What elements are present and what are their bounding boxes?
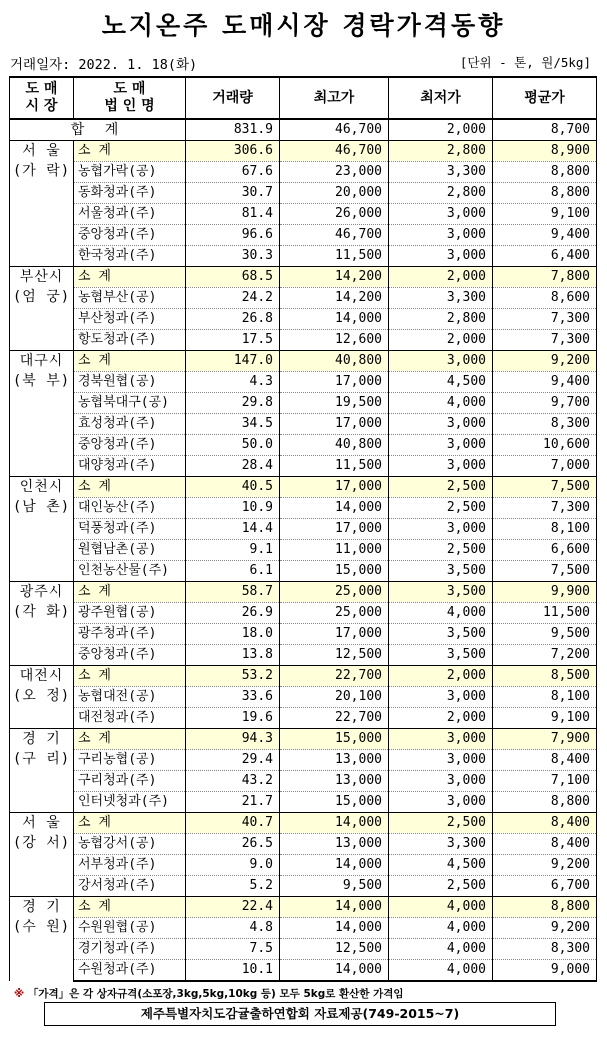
min-price-cell: 2,500 (389, 498, 493, 519)
min-price-cell: 3,500 (389, 624, 493, 645)
market-name: 광주시 (19, 584, 64, 600)
corp-name: 소 계 (74, 813, 186, 834)
table-row (10, 372, 597, 393)
volume-cell: 29.8 (186, 393, 280, 414)
market-name: 경 기 (22, 899, 61, 915)
corp-name: 농협강서(공) (74, 834, 186, 855)
max-price-cell: 13,000 (280, 750, 389, 771)
subtotal-row (10, 351, 597, 372)
market-name: 대구시 (19, 353, 64, 369)
header-min: 최저가 (389, 77, 493, 119)
corp-name: 소 계 (74, 582, 186, 603)
min-price-cell: 3,000 (389, 750, 493, 771)
total-volume: 831.9 (186, 119, 280, 141)
volume-cell: 33.6 (186, 687, 280, 708)
volume-cell: 24.2 (186, 288, 280, 309)
header-max: 최고가 (280, 77, 389, 119)
avg-price-cell: 8,100 (493, 519, 597, 540)
max-price-cell: 14,000 (280, 960, 389, 982)
corp-name: 서울청과(주) (74, 204, 186, 225)
volume-cell: 96.6 (186, 225, 280, 246)
corp-name: 광주청과(주) (74, 624, 186, 645)
table-row (10, 204, 597, 225)
max-price-cell: 20,000 (280, 183, 389, 204)
avg-price-cell: 8,100 (493, 687, 597, 708)
corp-name: 광주원협(공) (74, 603, 186, 624)
min-price-cell: 2,000 (389, 666, 493, 687)
corp-name: 원협남촌(공) (74, 540, 186, 561)
max-price-cell: 25,000 (280, 603, 389, 624)
volume-cell: 4.3 (186, 372, 280, 393)
total-row (10, 119, 597, 141)
volume-cell: 9.0 (186, 855, 280, 876)
min-price-cell: 3,000 (389, 456, 493, 477)
avg-price-cell: 9,000 (493, 960, 597, 982)
max-price-cell: 17,000 (280, 414, 389, 435)
avg-price-cell: 9,400 (493, 372, 597, 393)
avg-price-cell: 8,800 (493, 183, 597, 204)
table-row (10, 330, 597, 351)
min-price-cell: 3,300 (389, 834, 493, 855)
market-cell (10, 666, 74, 729)
max-price-cell: 23,000 (280, 162, 389, 183)
volume-cell: 26.5 (186, 834, 280, 855)
avg-price-cell: 7,200 (493, 645, 597, 666)
table-row (10, 309, 597, 330)
volume-cell: 40.5 (186, 477, 280, 498)
table-row (10, 498, 597, 519)
market-name: 서 울 (22, 143, 61, 159)
market-name: 인천시 (19, 479, 64, 495)
max-price-cell: 15,000 (280, 729, 389, 750)
min-price-cell: 3,000 (389, 246, 493, 267)
total-max: 46,700 (280, 119, 389, 141)
volume-cell: 50.0 (186, 435, 280, 456)
market-name: (각 화) (12, 604, 71, 620)
max-price-cell: 17,000 (280, 624, 389, 645)
avg-price-cell: 9,100 (493, 708, 597, 729)
avg-price-cell: 8,400 (493, 834, 597, 855)
corp-name: 수원청과(주) (74, 960, 186, 982)
max-price-cell: 14,000 (280, 309, 389, 330)
table-row (10, 162, 597, 183)
max-price-cell: 14,000 (280, 498, 389, 519)
max-price-cell: 13,000 (280, 771, 389, 792)
max-price-cell: 14,000 (280, 813, 389, 834)
corp-name: 경기청과(주) (74, 939, 186, 960)
volume-cell: 17.5 (186, 330, 280, 351)
corp-name: 덕풍청과(주) (74, 519, 186, 540)
avg-price-cell: 8,300 (493, 414, 597, 435)
corp-name: 구리청과(주) (74, 771, 186, 792)
corp-name: 대전청과(주) (74, 708, 186, 729)
volume-cell: 19.6 (186, 708, 280, 729)
avg-price-cell: 8,500 (493, 666, 597, 687)
volume-cell: 21.7 (186, 792, 280, 813)
avg-price-cell: 7,300 (493, 309, 597, 330)
corp-name: 농협대전(공) (74, 687, 186, 708)
max-price-cell: 19,500 (280, 393, 389, 414)
max-price-cell: 22,700 (280, 666, 389, 687)
min-price-cell: 4,000 (389, 393, 493, 414)
max-price-cell: 11,000 (280, 540, 389, 561)
table-row (10, 246, 597, 267)
subtotal-row (10, 897, 597, 918)
min-price-cell: 4,000 (389, 918, 493, 939)
volume-cell: 306.6 (186, 141, 280, 162)
market-cell (10, 477, 74, 582)
min-price-cell: 4,000 (389, 960, 493, 982)
max-price-cell: 26,000 (280, 204, 389, 225)
min-price-cell: 4,000 (389, 939, 493, 960)
volume-cell: 22.4 (186, 897, 280, 918)
subtotal-row (10, 141, 597, 162)
max-price-cell: 13,000 (280, 834, 389, 855)
avg-price-cell: 9,900 (493, 582, 597, 603)
header-row (10, 77, 597, 119)
volume-cell: 6.1 (186, 561, 280, 582)
max-price-cell: 40,800 (280, 435, 389, 456)
total-avg: 8,700 (493, 119, 597, 141)
market-name: (오 정) (12, 688, 71, 704)
avg-price-cell: 7,300 (493, 330, 597, 351)
max-price-cell: 15,000 (280, 561, 389, 582)
max-price-cell: 17,000 (280, 372, 389, 393)
corp-name: 대인농산(주) (74, 498, 186, 519)
min-price-cell: 2,500 (389, 540, 493, 561)
avg-price-cell: 8,300 (493, 939, 597, 960)
avg-price-cell: 9,700 (493, 393, 597, 414)
avg-price-cell: 7,900 (493, 729, 597, 750)
corp-name: 소 계 (74, 729, 186, 750)
volume-cell: 67.6 (186, 162, 280, 183)
max-price-cell: 22,700 (280, 708, 389, 729)
table-row (10, 561, 597, 582)
min-price-cell: 3,500 (389, 561, 493, 582)
min-price-cell: 2,000 (389, 708, 493, 729)
market-name: 대전시 (19, 668, 64, 684)
market-cell (10, 729, 74, 813)
min-price-cell: 4,500 (389, 372, 493, 393)
corp-name: 소 계 (74, 351, 186, 372)
volume-cell: 43.2 (186, 771, 280, 792)
market-name: (가 락) (12, 163, 71, 179)
corp-name: 효성청과(주) (74, 414, 186, 435)
volume-cell: 4.8 (186, 918, 280, 939)
volume-cell: 40.7 (186, 813, 280, 834)
total-label: 합 계 (10, 119, 186, 141)
volume-cell: 13.8 (186, 645, 280, 666)
volume-cell: 81.4 (186, 204, 280, 225)
volume-cell: 26.9 (186, 603, 280, 624)
table-row (10, 645, 597, 666)
corp-name: 소 계 (74, 477, 186, 498)
trade-date: 거래일자: 2022. 1. 18(화) (10, 57, 198, 73)
min-price-cell: 3,500 (389, 645, 493, 666)
subtotal-row (10, 477, 597, 498)
avg-price-cell: 8,600 (493, 288, 597, 309)
volume-cell: 29.4 (186, 750, 280, 771)
corp-name: 인터넷청과(주) (74, 792, 186, 813)
market-name: (강 서) (12, 835, 71, 851)
market-name: (북 부) (12, 373, 71, 389)
volume-cell: 5.2 (186, 876, 280, 897)
table-row (10, 708, 597, 729)
market-name: (남 촌) (12, 499, 71, 515)
subtotal-row (10, 813, 597, 834)
unit-label: [단위 - 톤, 원/5kg] (459, 55, 591, 70)
avg-price-cell: 9,400 (493, 225, 597, 246)
volume-cell: 68.5 (186, 267, 280, 288)
max-price-cell: 14,000 (280, 897, 389, 918)
avg-price-cell: 9,100 (493, 204, 597, 225)
max-price-cell: 17,000 (280, 477, 389, 498)
max-price-cell: 46,700 (280, 141, 389, 162)
min-price-cell: 2,800 (389, 183, 493, 204)
table-row (10, 414, 597, 435)
min-price-cell: 3,300 (389, 288, 493, 309)
subtotal-row (10, 729, 597, 750)
min-price-cell: 4,000 (389, 897, 493, 918)
avg-price-cell: 10,600 (493, 435, 597, 456)
subtotal-row (10, 582, 597, 603)
page-title: 노지온주 도매시장 경락가격동향 (101, 11, 506, 40)
avg-price-cell: 6,400 (493, 246, 597, 267)
avg-price-cell: 9,200 (493, 918, 597, 939)
min-price-cell: 3,000 (389, 435, 493, 456)
corp-name: 대양청과(주) (74, 456, 186, 477)
header-volume: 거래량 (186, 77, 280, 119)
volume-cell: 18.0 (186, 624, 280, 645)
market-name: (수 원) (12, 919, 71, 935)
corp-name: 농협가락(공) (74, 162, 186, 183)
table-row (10, 750, 597, 771)
table-row (10, 918, 597, 939)
volume-cell: 28.4 (186, 456, 280, 477)
min-price-cell: 2,500 (389, 477, 493, 498)
corp-name: 서부청과(주) (74, 855, 186, 876)
min-price-cell: 3,000 (389, 414, 493, 435)
avg-price-cell: 7,800 (493, 267, 597, 288)
min-price-cell: 2,500 (389, 813, 493, 834)
min-price-cell: 4,500 (389, 855, 493, 876)
corp-name: 중앙청과(주) (74, 225, 186, 246)
table-row (10, 225, 597, 246)
min-price-cell: 3,300 (389, 162, 493, 183)
max-price-cell: 25,000 (280, 582, 389, 603)
avg-price-cell: 8,900 (493, 141, 597, 162)
min-price-cell: 3,000 (389, 519, 493, 540)
max-price-cell: 14,000 (280, 918, 389, 939)
max-price-cell: 46,700 (280, 225, 389, 246)
market-cell (10, 813, 74, 897)
min-price-cell: 3,500 (389, 582, 493, 603)
max-price-cell: 14,000 (280, 855, 389, 876)
min-price-cell: 3,000 (389, 687, 493, 708)
market-cell (10, 351, 74, 477)
subtotal-row (10, 666, 597, 687)
max-price-cell: 12,600 (280, 330, 389, 351)
volume-cell: 53.2 (186, 666, 280, 687)
table-row (10, 540, 597, 561)
avg-price-cell: 6,600 (493, 540, 597, 561)
table-row (10, 288, 597, 309)
avg-price-cell: 8,800 (493, 792, 597, 813)
avg-price-cell: 9,500 (493, 624, 597, 645)
corp-name: 항도청과(주) (74, 330, 186, 351)
table-row (10, 624, 597, 645)
avg-price-cell: 7,500 (493, 477, 597, 498)
volume-cell: 34.5 (186, 414, 280, 435)
table-row (10, 393, 597, 414)
header-corp: 도 매 법 인 명 (74, 77, 186, 119)
corp-name: 소 계 (74, 267, 186, 288)
max-price-cell: 40,800 (280, 351, 389, 372)
min-price-cell: 3,000 (389, 771, 493, 792)
max-price-cell: 20,100 (280, 687, 389, 708)
avg-price-cell: 6,700 (493, 876, 597, 897)
note-text: 「가격」은 각 상자규격(소포장,3kg,5kg,10kg 등) 모두 5kg로 환산한 가격임 (27, 988, 404, 1000)
min-price-cell: 2,000 (389, 267, 493, 288)
min-price-cell: 4,000 (389, 603, 493, 624)
volume-cell: 9.1 (186, 540, 280, 561)
avg-price-cell: 7,000 (493, 456, 597, 477)
table-row (10, 939, 597, 960)
corp-name: 부산청과(주) (74, 309, 186, 330)
volume-cell: 147.0 (186, 351, 280, 372)
max-price-cell: 14,200 (280, 288, 389, 309)
max-price-cell: 9,500 (280, 876, 389, 897)
table-row (10, 960, 597, 982)
corp-name: 인천농산물(주) (74, 561, 186, 582)
min-price-cell: 3,000 (389, 225, 493, 246)
min-price-cell: 3,000 (389, 729, 493, 750)
min-price-cell: 2,800 (389, 141, 493, 162)
table-row (10, 183, 597, 204)
volume-cell: 30.3 (186, 246, 280, 267)
corp-name: 중앙청과(주) (74, 435, 186, 456)
avg-price-cell: 8,400 (493, 750, 597, 771)
min-price-cell: 2,800 (389, 309, 493, 330)
source-credit: 제주특별자치도감귤출하연합회 자료제공(749-2015~7) (44, 1002, 556, 1026)
volume-cell: 94.3 (186, 729, 280, 750)
avg-price-cell: 7,500 (493, 561, 597, 582)
market-name: (구 리) (12, 751, 71, 767)
volume-cell: 14.4 (186, 519, 280, 540)
table-row (10, 834, 597, 855)
avg-price-cell: 11,500 (493, 603, 597, 624)
min-price-cell: 3,000 (389, 204, 493, 225)
table-row (10, 456, 597, 477)
market-cell (10, 267, 74, 351)
volume-cell: 10.1 (186, 960, 280, 982)
table-row (10, 435, 597, 456)
volume-cell: 58.7 (186, 582, 280, 603)
corp-name: 경북원협(공) (74, 372, 186, 393)
max-price-cell: 14,200 (280, 267, 389, 288)
corp-name: 수원원협(공) (74, 918, 186, 939)
corp-name: 한국청과(주) (74, 246, 186, 267)
header-avg: 평균가 (493, 77, 597, 119)
market-cell (10, 141, 74, 267)
corp-name: 소 계 (74, 666, 186, 687)
price-table (9, 76, 597, 982)
table-row (10, 792, 597, 813)
min-price-cell: 3,000 (389, 792, 493, 813)
market-name: 서 울 (22, 815, 61, 831)
volume-cell: 7.5 (186, 939, 280, 960)
subtotal-row (10, 267, 597, 288)
volume-cell: 26.8 (186, 309, 280, 330)
corp-name: 농협북대구(공) (74, 393, 186, 414)
avg-price-cell: 7,100 (493, 771, 597, 792)
note-mark: ※ (14, 988, 25, 1000)
corp-name: 중앙청과(주) (74, 645, 186, 666)
market-cell (10, 897, 74, 982)
market-name: 부산시 (19, 269, 64, 285)
avg-price-cell: 7,300 (493, 498, 597, 519)
market-name: 경 기 (22, 731, 61, 747)
corp-name: 구리농협(공) (74, 750, 186, 771)
avg-price-cell: 8,800 (493, 162, 597, 183)
max-price-cell: 12,500 (280, 939, 389, 960)
corp-name: 강서청과(주) (74, 876, 186, 897)
table-row (10, 855, 597, 876)
max-price-cell: 11,500 (280, 246, 389, 267)
table-row (10, 771, 597, 792)
total-min: 2,000 (389, 119, 493, 141)
volume-cell: 10.9 (186, 498, 280, 519)
max-price-cell: 12,500 (280, 645, 389, 666)
header-market: 도 매 시 장 (10, 77, 74, 119)
max-price-cell: 17,000 (280, 519, 389, 540)
price-note (14, 986, 404, 1001)
market-cell (10, 582, 74, 666)
min-price-cell: 2,500 (389, 876, 493, 897)
avg-price-cell: 8,400 (493, 813, 597, 834)
corp-name: 소 계 (74, 897, 186, 918)
min-price-cell: 2,000 (389, 330, 493, 351)
corp-name: 동화청과(주) (74, 183, 186, 204)
max-price-cell: 15,000 (280, 792, 389, 813)
table-row (10, 603, 597, 624)
corp-name: 소 계 (74, 141, 186, 162)
max-price-cell: 11,500 (280, 456, 389, 477)
avg-price-cell: 8,800 (493, 897, 597, 918)
table-row (10, 876, 597, 897)
volume-cell: 30.7 (186, 183, 280, 204)
table-row (10, 519, 597, 540)
corp-name: 농협부산(공) (74, 288, 186, 309)
table-row (10, 687, 597, 708)
avg-price-cell: 9,200 (493, 855, 597, 876)
min-price-cell: 3,000 (389, 351, 493, 372)
avg-price-cell: 9,200 (493, 351, 597, 372)
market-name: (엄 궁) (12, 289, 71, 305)
